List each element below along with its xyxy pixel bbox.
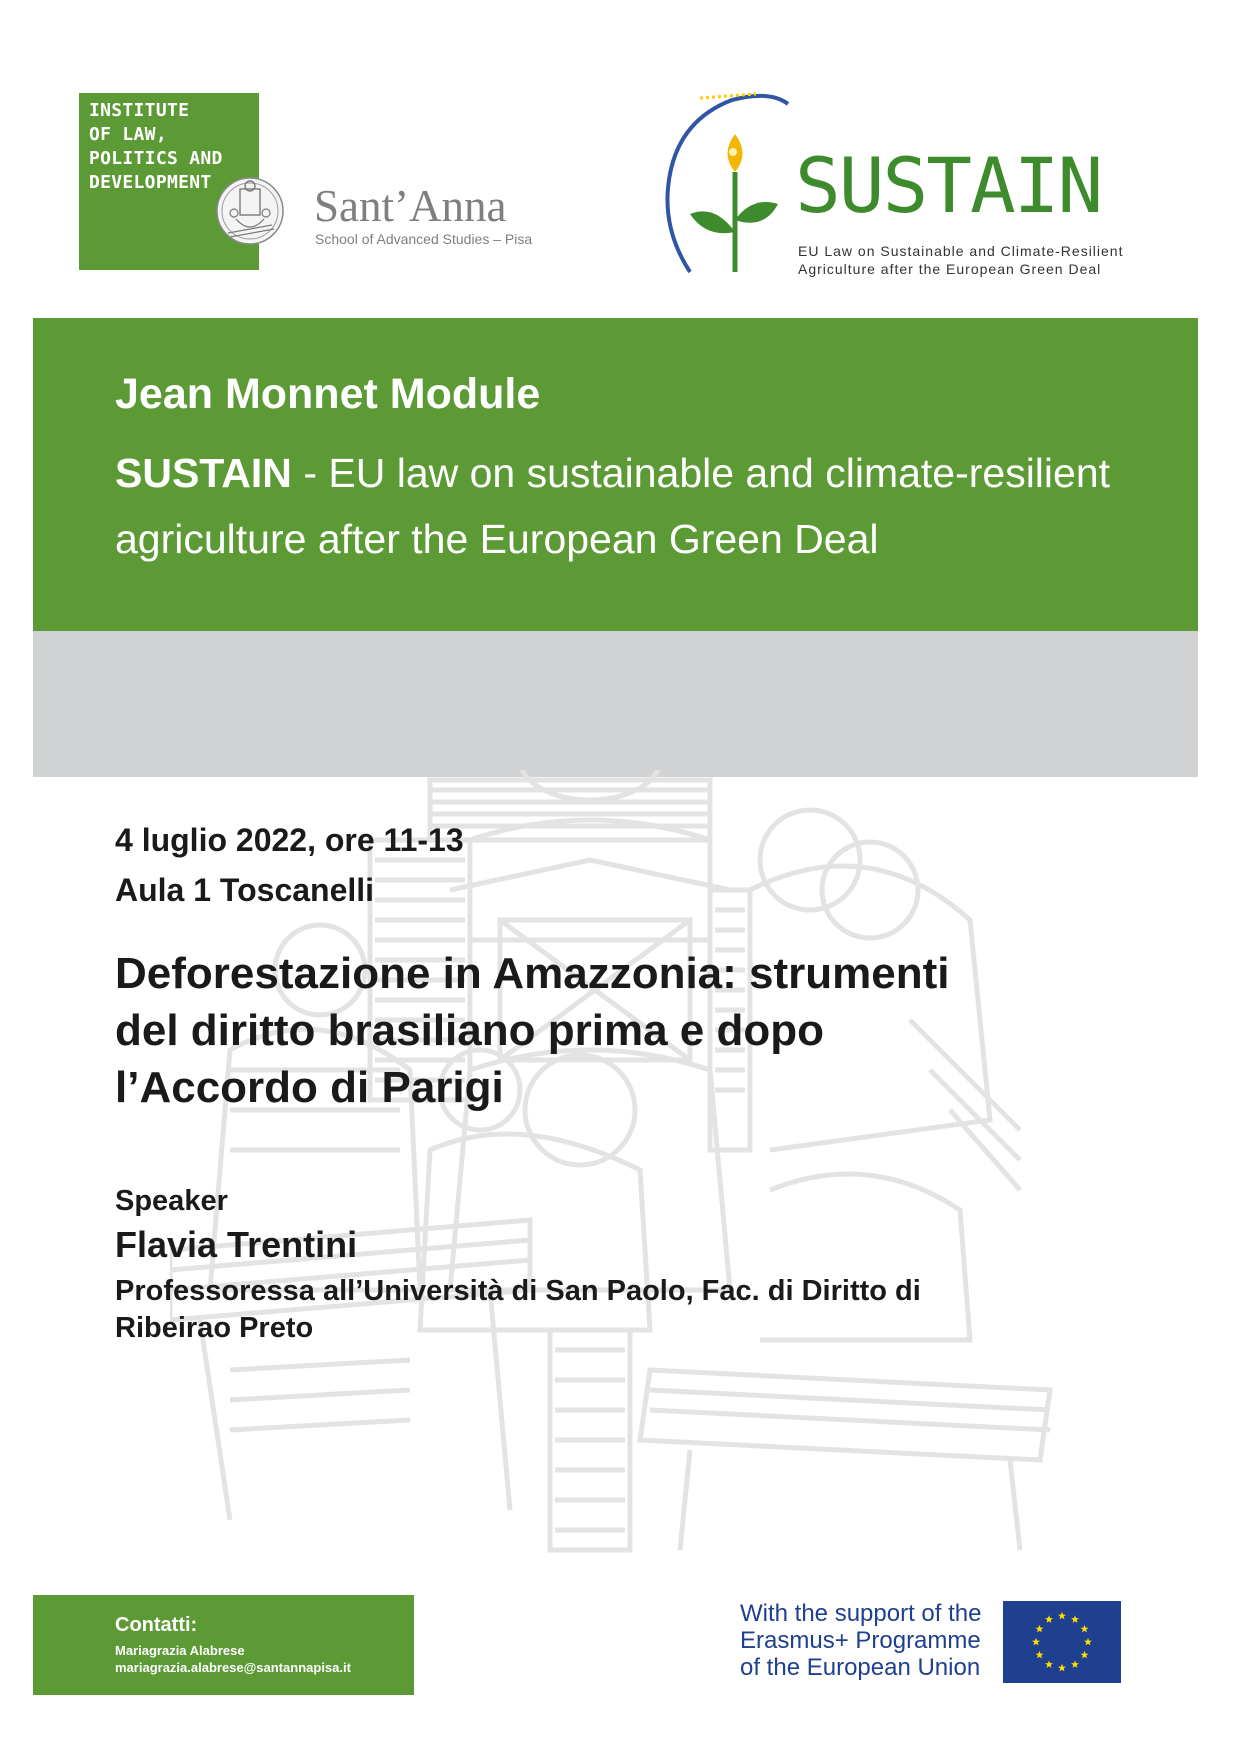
talk-title-line: del diritto brasiliano prima e dopo: [115, 1006, 824, 1055]
talk-title-line: Deforestazione in Amazzonia: strumenti: [115, 949, 950, 998]
event-date: 4 luglio 2022, ore 11-13: [115, 822, 464, 858]
gray-band: [33, 631, 1198, 777]
institute-line: DEVELOPMENT: [89, 172, 212, 193]
contacts-heading: Contatti:: [115, 1614, 198, 1636]
erasmus-line: With the support of the: [740, 1600, 982, 1627]
institute-line: OF LAW,: [89, 124, 167, 145]
talk-title: [115, 945, 1115, 1116]
speaker-affiliation-line: Ribeirao Preto: [115, 1312, 314, 1344]
event-room: Aula 1 Toscanelli: [115, 872, 375, 908]
erasmus-line: Erasmus+ Programme: [740, 1627, 981, 1654]
santanna-subtitle: School of Advanced Studies – Pisa: [315, 231, 533, 247]
project-title: [115, 440, 1155, 572]
project-title-rest: - EU law on sustainable and climate-resilient agriculture after the European Green Deal: [115, 450, 1111, 562]
institute-logo-text: [89, 99, 223, 195]
santanna-seal-icon: [214, 175, 306, 247]
speaker-label: Speaker: [115, 1185, 228, 1217]
erasmus-support-text: [740, 1600, 1010, 1681]
contact-name: Mariagrazia Alabrese: [115, 1643, 245, 1658]
sustain-subtitle-line: Agriculture after the European Green Deal: [798, 261, 1102, 277]
sustain-plant-bulb-icon: [660, 92, 790, 282]
sustain-wordmark: SUSTAIN: [795, 141, 1102, 230]
module-title: Jean Monnet Module: [115, 370, 541, 418]
speaker-affiliation-line: Professoressa all’Università di San Paolo, Fac. di Diritto di: [115, 1275, 921, 1307]
talk-title-line: l’Accordo di Parigi: [115, 1063, 504, 1112]
contact-email-link[interactable]: mariagrazia.alabrese@santannapisa.it: [115, 1660, 351, 1675]
santanna-name: Sant’Anna: [314, 181, 507, 231]
project-title-bold: SUSTAIN: [115, 450, 292, 496]
erasmus-line: of the European Union: [740, 1654, 981, 1681]
institute-line: POLITICS AND: [89, 148, 223, 169]
sustain-subtitle-line: EU Law on Sustainable and Climate-Resilient: [798, 243, 1124, 259]
eu-flag-icon: [1003, 1601, 1121, 1683]
sustain-subtitle: [798, 242, 1123, 278]
speaker-name: Flavia Trentini: [115, 1224, 358, 1265]
institute-line: INSTITUTE: [89, 100, 190, 121]
speaker-affiliation: [115, 1273, 1075, 1347]
